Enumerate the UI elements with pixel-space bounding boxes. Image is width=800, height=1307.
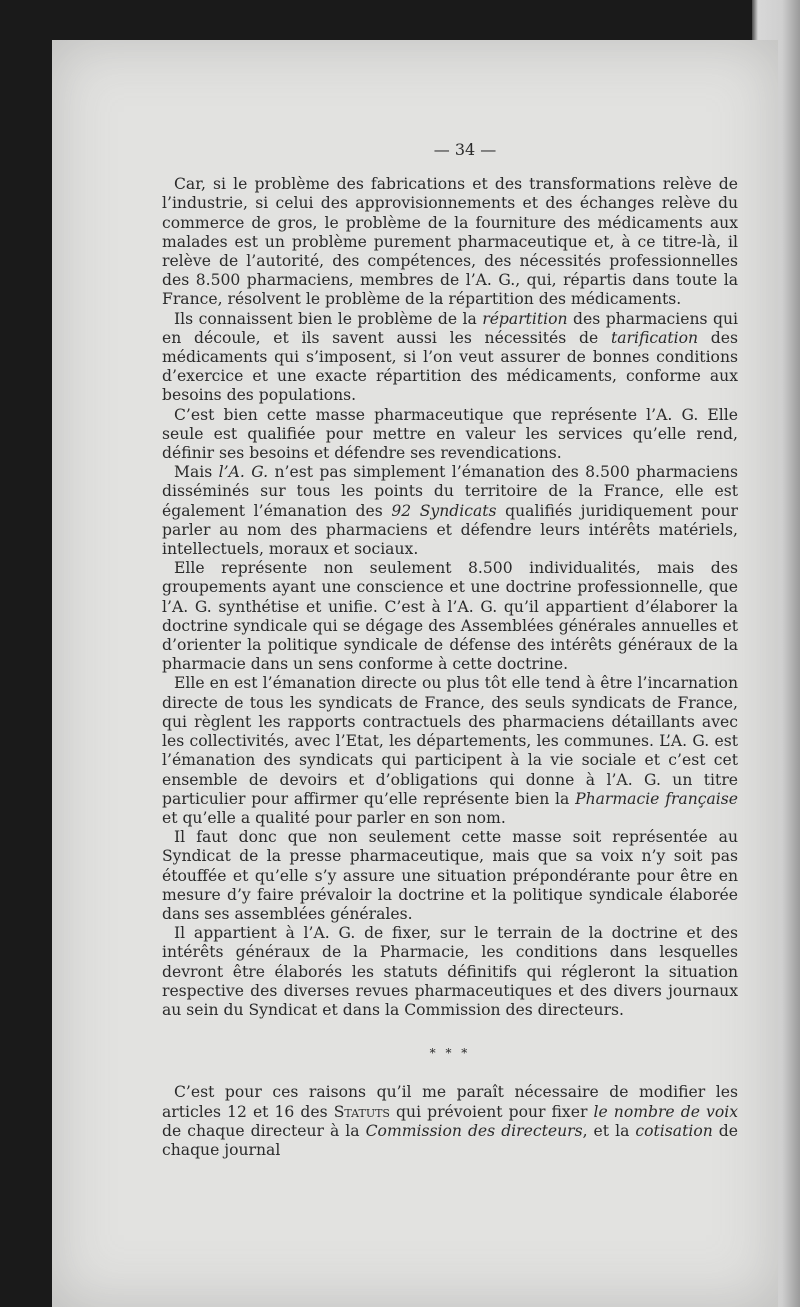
- paragraph-7: Il faut donc que non seulement cette masse soit représentée au Syndicat de la presse pharmaceutique, mais que sa voix n’y soit pas étouffée et qu’elle s’y assure une situation prépondérante pour être en mesure d’y faire prévaloir la doctrine et la politique syndicale élaborée dans ses assemblées générales.: [162, 828, 738, 923]
- smallcaps-statuts: Statuts: [333, 1102, 390, 1121]
- emphasis-pharmacie-francaise: Pharmacie française: [575, 789, 739, 808]
- paragraph-6: Elle en est l’émanation directe ou plus tôt elle tend à être l’incarnation directe de tous les syndicats de France, des seuls syndicats de France, qui règlent les rapports contractuels des pharmaciens détaillants avec les collectivités, avec l’Etat, les départements, les communes. L’A. G. est l’émanation des syndicats qui participent à la vie sociale et c’est cet ensemble de devoirs et d’obligations qui donne à l’A. G. un titre particulier pour affirmer qu’elle représente bien la Pharmacie française et qu’elle a qualité pour parler en son nom.: [162, 674, 739, 827]
- emphasis-tarification: tarification: [610, 328, 699, 347]
- paragraph-5: Elle représente non seulement 8.500 individualités, mais des groupements ayant une conscience et une doctrine professionnelle, que l’A. G. synthétise et unifie. C’est à l’A. G. qu’il appartient d’élaborer la doctrine syndicale qui se dégage des Assemblées générales annuelles et d’orienter la politique syndicale de défense des intérêts généraux de la pharmacie dans un sens conforme à cette doctrine.: [162, 559, 738, 674]
- section-separator: * * *: [429, 1046, 471, 1061]
- paragraph-2: Ils connaissent bien le problème de la répartition des pharmaciens qui en découle, et ils savent aussi les nécessités de tarification des médicaments qui s’imposent, si l’on veut assurer de bonnes conditions d’exercice et une exacte répartition des médicaments, conforme aux besoins des populations.: [162, 309, 739, 405]
- paragraph-1: Car, si le problème des fabrications et des transformations relève de l’industrie, si celui des approvisionnements et des échanges relève du commerce de gros, le problème de la fourniture des médicaments aux malades est un problème purement pharmaceutique et, à ce titre-là, il relève de l’autorité, des compétences, des nécessités professionnelles des 8.500 pharmaciens, membres de l’A. G., qui, répartis dans toute la France, résolvent le problème de la répartition des médicaments.: [162, 175, 738, 309]
- emphasis-ag: l’A. G.: [218, 463, 269, 482]
- page-content: [162, 140, 738, 1160]
- paragraph-8: Il appartient à l’A. G. de fixer, sur le terrain de la doctrine et des intérêts généraux de la Pharmacie, les conditions dans lesquelles devront être élaborés les statuts définitifs qui régleront la situation respective des diverses revues pharmaceutiques et des divers journaux au sein du Syndicat et dans la Commission des directeurs.: [162, 924, 738, 1019]
- emphasis-cotisation: cotisation: [635, 1121, 713, 1140]
- paragraph-4: Mais l’A. G. n’est pas simplement l’émanation des 8.500 pharmaciens disséminés sur tous les points du territoire de la France, elle est également l’émanation des 92 Syndicats qualifiés juridiquement pour parler au nom des pharmaciens et défendre leurs intérêts matériels, intellectuels, moraux et sociaux.: [162, 463, 739, 559]
- page-sheet: [52, 40, 778, 1307]
- paragraph-9: C’est pour ces raisons qu’il me paraît nécessaire de modifier les articles 12 et 16 des Statuts qui prévoient pour fixer le nombre de voix de chaque directeur à la Commission des directeurs, et la cotisation de chaque journal: [162, 1083, 739, 1159]
- page-number: — 34 —: [433, 140, 497, 159]
- emphasis-commission: Commission des directeurs: [365, 1121, 583, 1140]
- emphasis-repartition: répartition: [482, 309, 568, 328]
- emphasis-nombre-de-voix: le nombre de voix: [593, 1102, 738, 1121]
- paragraph-3: C’est bien cette masse pharmaceutique que représente l’A. G. Elle seule est qualifiée pour mettre en valeur les services qu’elle rend, définir ses besoins et défendre ses revendications.: [162, 405, 738, 463]
- emphasis-syndicats: 92 Syndicats: [391, 501, 497, 520]
